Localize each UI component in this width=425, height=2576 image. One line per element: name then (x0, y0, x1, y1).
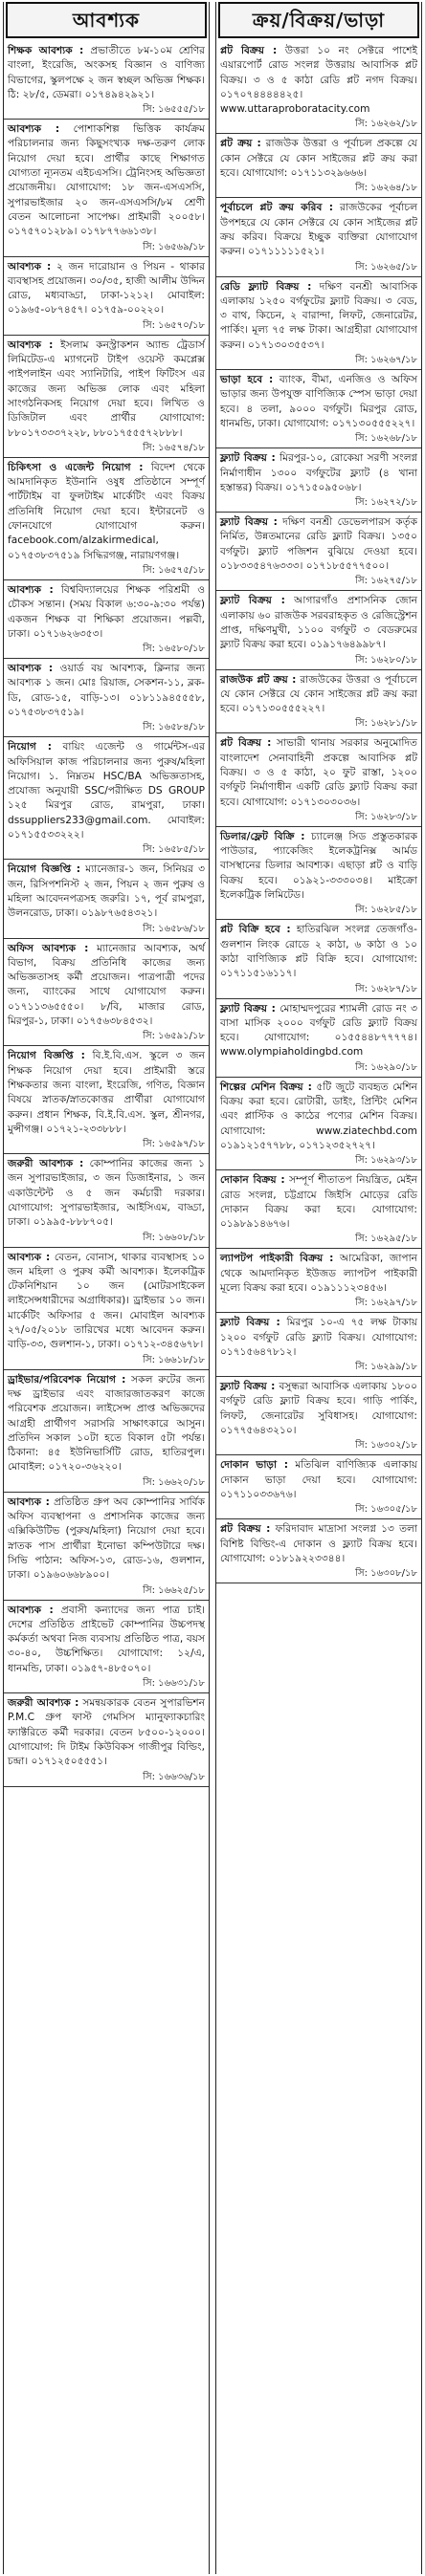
ad-body: কোম্পানির কাজের জন্য ১ জন সুপারভাইজার, ৩ জন ডিজাইনার, ১ জন একাউন্টেন্ট ও ৫ জন কর্মচারী দরকার। যোগাযোগ: সুপারভাইজার, আইসিএম, বাড্ডা, ঢাকা। ০১৯৯৫-৮৮৮৭০৫। (8, 1158, 205, 1229)
ad-text (216, 135, 421, 182)
ad-text (216, 371, 421, 432)
ad-body: মিরপুর-১০, রোকেয়া সরণী সংলগ্ন নির্মাণাধীন ১৩০০ বর্গফুটের ফ্ল্যাট (৪ খানা হস্তান্তর) বিক্রয়। ০১৭১৫০৯৫০৬৮। (220, 452, 417, 493)
ad-lead: আবশ্যক : (8, 123, 60, 136)
classified-ad (4, 738, 209, 860)
ad-reference-code: সি: ১৬২৬৪/১৮ (216, 182, 421, 198)
ad-reference-code: সি: ১৬৫৮৪/১৮ (4, 721, 209, 737)
ad-body: পোশাকশিল্প ভিত্তিক কার্যক্রম পরিচালনার জন্য কিছুসংখ্যক দক্ষ-তরুণ লোক নিয়োগ দেয়া হবে। প্রার্থীর কাছে শিক্ষাগত যোগ্যতা ন্যূনতম এইচএসসি। ট্রেনিংসহ অভিজ্ঞতা প্রয়োজনীয়। যোগাযোগ: ১৮ জন-এসএসসি, সুপারভাইজার ২০ জন-এসএসসি/৮ম শ্রেণী বেতন আলোচনা সাপেক্ষ। প্রাইমারী ২০০৫৮। ০১৭৫৭০১২৮৯। ০১৭৮৭৭৬৬১৩৮। (8, 123, 205, 238)
classified-ad (216, 1520, 421, 1583)
ad-body: হাতিরঝিল সংলগ্ন তেজগাঁও-গুলশান লিংক রোডে ২ কাঠা, ৬ কাঠা ও ১০ কাঠা বাণিজ্যিক প্লট বিক্রি হবে। যোগাযোগ: ০১৭১১৫১৬১১৭। (220, 924, 417, 980)
ad-text (4, 1602, 209, 1677)
ad-lead: প্লট বিক্রয় : (220, 737, 272, 750)
classified-ad (4, 337, 209, 458)
ad-reference-code: সি: ১৬৫৮০/১৮ (4, 643, 209, 659)
ad-reference-code: সি: ১৬২৮০/১৮ (216, 654, 421, 670)
classified-ad (216, 135, 421, 198)
ad-lead: রেডি ফ্ল্যাট বিক্রয় : (220, 280, 312, 293)
ad-lead: শিক্ষক আবশ্যক : (8, 45, 84, 56)
ad-body: রাজউকের উত্তরা ও পূর্বাচলে যে কোন সেক্টরে যে কোন সাইজের প্লট ক্রয় করা হবে। ০১৭১৩০৫৫৫২২৭। (220, 673, 417, 715)
ad-body: রাজউক উত্তরা ও পূর্বাচল প্রকল্পে যে কোন সেক্টরে যে কোন সাইজের প্লট ক্রয় করা হবে। যোগাযোগ: ০১৭১১৩২৯৬৬৬। (220, 138, 418, 180)
classified-ad (4, 940, 209, 1047)
ad-lead: পূর্বাচলে প্লট ক্রয় করিব : (220, 202, 333, 214)
ad-lead: আবশ্যক : (8, 1495, 50, 1508)
classified-ad (216, 1000, 421, 1078)
buy-sell-rent-column-heading: ক্রয়/বিক্রয়/ভাড়া (218, 2, 419, 38)
ad-reference-code: সি: ১৬২৯০/১৮ (216, 1061, 421, 1078)
ad-reference-code: সি: ১৬২৬২/১৮ (216, 118, 421, 134)
ad-reference-code: সি: ১৬৫৭৫/১৮ (4, 564, 209, 580)
ad-lead: ডিলার/ফ্লেট বিক্রি : (220, 830, 305, 842)
ad-body: ম্যানেজার আবশ্যক, অর্থ বিভাগ, বিক্রয় প্রতিনিধি কাজের জন্য অভিজ্ঞতাসহ কর্মী প্রয়োজন। পাত্রপাত্রী পদের জন্য, ব্যাংকের সাথে যোগাযোগ করুন। ০১৭১১৩৬৫৫৫০। ৮/বি, মাজার রোড, মিরপুর-১, ঢাকা। ০১৭৫৬৩৮৪৫৩২। (8, 942, 205, 1028)
ad-reference-code: সি: ১৬৩০৫/১৮ (216, 1503, 421, 1519)
ad-reference-code: সি: ১৬৫৭৪/১৮ (4, 442, 209, 458)
classified-ad (4, 42, 209, 120)
ad-lead: নিয়োগ বিজ্ঞপ্তি : (8, 1050, 85, 1062)
classified-ad (4, 581, 209, 659)
ad-reference-code: সি: ১৬২৮৭/১৮ (216, 983, 421, 999)
ad-body: দক্ষিণ বনশ্রী আবাসিক এলাকায় ১২৫০ বর্গফুটের ফ্ল্যাট বিক্রয়। ৩ বেড, ৩ বাথ, কিচেন, ২ বারান্দা, লিফট, জেনারেটর, পার্কিং। মূল্য ৭৫ লক্ষ টাকা। আগ্রহীরা যোগাযোগ করুন। ০১৭১৩০৩৫৫৩৭। (220, 280, 418, 351)
ad-text (216, 671, 421, 718)
classified-ad (4, 1494, 209, 1601)
ad-text (4, 1494, 209, 1584)
ad-body: আগারগাঁও প্রশাসনিক জোন এলাকায় ৬০ রাজউক সরবরাহকৃত ও রেজিস্ট্রেশন প্রাপ্ত, দক্ষিণমুখী, ১১০০ বর্গফুট ৩ বেডরুমের ফ্ল্যাট বিক্রয় করা হবে। ০১৯১৭৬৪৯৯৮৭। (220, 595, 417, 651)
ad-reference-code: সি: ১৬২৭৫/১৮ (216, 575, 421, 591)
ad-text (4, 1694, 209, 1770)
ad-lead: ফ্ল্যাট বিক্রয় : (220, 595, 285, 607)
classified-ad (4, 1155, 209, 1247)
classified-ad (216, 42, 421, 134)
classified-ad (4, 1249, 209, 1370)
ad-reference-code: সি: ১৬৩০৮/১৮ (216, 1567, 421, 1583)
ad-lead: আবশ্যক : (8, 1251, 51, 1263)
ad-text (216, 449, 421, 496)
classified-ad (216, 199, 421, 276)
wanted-column (3, 2, 210, 2574)
classified-ad (4, 1694, 209, 1786)
ad-lead: আবশ্যক : (8, 663, 54, 675)
ad-body: প্রভাতীতে ৮ম-১০ম শ্রেণির বাংলা, ইংরেজি, অংকসহ বিজ্ঞান ও বাণিজ্য বিভাগের, স্কুলপক্ষে ২ জন স্বচ্ছল অভিজ্ঞ শিক্ষক। ঠি: ২৮/৫, ডেমরা। ০১৭৪৯৪২৯২১। (8, 45, 205, 100)
ad-reference-code: সি: ১৬২৯৫/১৮ (216, 1233, 421, 1249)
ad-body: ইসলাম কনস্ট্রাকশন অ্যান্ড ট্রেডার্স লিমিটেড-এ ম্যাগনেট টাইপ ওয়েস্ট কমপ্লেক্স পাইপলাইন এবং স্যানিটারি, পাইপ ফিটিংস এর কাজের জন্য অভিজ্ঞ লোক এবং মহিলা সাংগঠনিকসহ নিয়োগ দেয়া হবে। লিখিত ও ডিজিটাল এবং প্রার্থীর যোগাযোগ: ৮৮০১৭৩৩৩৭২২৮, ৮৮০১৭৫৫৫৭২৮৮৮। (8, 338, 206, 439)
ad-body: ২ জন দারোয়ান ও পিয়ন - থাকার ব্যবস্থাসহ প্রয়োজন। ৩০/৩৫, হাজী আলীম উদ্দিন রোড, মধ্যবাড্ডা, ঢাকা-১২১২। মোবাইল: ০১৯৬৫-০৮৭৪৫৭। ০১৭৫৯-০০২২০। (8, 260, 205, 317)
ad-text (216, 199, 421, 260)
ad-reference-code: সি: ১৬২৬৮/১৮ (216, 432, 421, 448)
ad-lead: আবশ্যক : (8, 1604, 54, 1616)
classified-ad (216, 1378, 421, 1455)
ad-text (4, 258, 209, 319)
ad-body: রাজউকের পূর্বাচল উপশহরে যে কোন সেক্টরে যে কোন সাইজের প্লট ক্রয় করিব। বিক্রয়ে ইচ্ছুক ব্যক্তিরা যোগাযোগ করুন। ০১৭১১১১১৫২১। (220, 202, 417, 258)
ad-text (4, 42, 209, 103)
ad-lead: ফ্ল্যাট বিক্রয় : (220, 1002, 276, 1015)
ad-body: বায়িং এজেন্ট ও গার্মেন্টস-এর অফিসিয়াল কাজ পরিচালনার জন্য পুরুষ/মহিলা নিয়োগ। ১. নিম্নতম HSC/BA অভিজ্ঞতাসহ, প্রযোজ্য অনুযায়ী SSC/পরীক্ষিত DS GROUP ১২৫ মিরপুর রোড, রামপুরা, ঢাকা। dssuppliers233@gmail.com. মোবাইল: ০১৭১৫৫৩৩২২২। (8, 741, 205, 841)
ad-body: ৫টি জুটে ব্যবহৃত মেশিন বিক্রয় করা হবে। রোটারী, ডাইং, প্রিন্টিং মেশিন এবং প্লাস্টিক ও কাঠের পণ্যের মেশিন বিক্রয়। যোগাযোগ: www.ziatechbd.com ০১৯১২১৫৭৭৮৮, ০১৭১২৩৫২৭২৭। (220, 1081, 417, 1151)
ad-reference-code: সি: ১৬৫৫৫/১৮ (4, 103, 209, 120)
classified-ad (216, 1079, 421, 1170)
classified-ad (216, 513, 421, 591)
ad-text (216, 828, 421, 904)
ad-text (4, 1155, 209, 1231)
ad-text (216, 1520, 421, 1567)
ad-reference-code: সি: ১৬৬৩১/১৮ (4, 1677, 209, 1693)
ad-body: ম্যানেজার-১ জন, সিনিয়র ৩ জন, রিসিপশনিস্ট ২ জন, পিয়ন ২ জন পুরুষ ও মহিলা আবেদনপত্রসহ জরুরি। ১৭, পূর্ব রামপুরা, উলনরোড, ঢাকা। ০১৯৮৭৬৫৪৩২১। (8, 863, 205, 920)
ad-lead: ড্রাইভার/পরিবেশক নিয়োগ : (8, 1373, 126, 1386)
classified-ad (216, 592, 421, 669)
ad-lead: রাজউক প্লট ক্রয় : (220, 673, 297, 686)
classified-ad (4, 258, 209, 336)
ad-text (4, 1047, 209, 1138)
classified-ad (216, 371, 421, 448)
ad-lead: জরুরী আবশ্যক : (8, 1158, 84, 1170)
ad-lead: প্লট বিক্রয় : (220, 1523, 271, 1536)
ad-reference-code: সি: ১৬৬৩৬/১৮ (4, 1771, 209, 1787)
ad-text (4, 940, 209, 1031)
ad-lead: জরুরী আবশ্যক : (8, 1697, 79, 1710)
buy-sell-rent-column (215, 2, 422, 2574)
ad-text (216, 278, 421, 354)
ad-reference-code: সি: ১৬৫৮৬/১৮ (4, 923, 209, 939)
classified-ad (216, 1171, 421, 1249)
ad-text (4, 660, 209, 721)
ad-reference-code: সি: ১৬২৯৩/১৮ (216, 1154, 421, 1170)
classified-ad (4, 1371, 209, 1493)
ad-lead: নিয়োগ : (8, 741, 52, 753)
columns (3, 2, 422, 2574)
ad-text (216, 921, 421, 982)
wanted-column-heading: আবশ্যক (6, 2, 207, 38)
ad-text (216, 42, 421, 118)
ad-reference-code: সি: ১৬২৯৭/১৮ (216, 1297, 421, 1313)
classified-ad (4, 120, 209, 256)
ad-body: ব্যাংক, বীমা, এনজিও ও অফিস ভাড়ার জন্য উপযুক্ত বাণিজ্যিক স্পেস ভাড়া দেয়া হবে। ৪ তলা, ৯০০০ বর্গফুট। মিরপুর রোড, ধানমন্ডি, ঢাকা। যোগাযোগ: ০১৭১৩০৫৫৫২২৭। (220, 374, 418, 429)
ad-body: চ্যালেঞ্জ সিড প্রস্তুতকারক পাউডার, প্যাকেজিং ইলেকট্রনিক্স আর্মড বাসস্থানের ডিলার আবশ্যক। এছাড়া প্লট ও বাড়ি বিক্রয় হবে। ০১৯২১-৩৩৩০৩৪। মাইক্রো ইলেকট্রিক লিমিটেড। (220, 830, 417, 902)
ad-body: ওয়ার্ড বয় আবশ্যক, ক্লিনার জন্য আবশ্যক ১ জন। মোঃ রিয়াজ, সেকশন-১১, ব্লক-ডি, রোড-১৫, বাড়ি-১৩। ০১৮১১৯৪৫৫৫৮, ০১৭৫৩৮৩৭৫১৯। (8, 663, 206, 718)
ad-text (4, 459, 209, 564)
ad-lead: প্লট বিক্রয় : (220, 45, 278, 56)
ad-text (4, 120, 209, 240)
ad-body: সম্পূর্ণ শীতাতপ নিয়ন্ত্রিত, মেইন রোড সংলগ্ন, চট্টগ্রামে জিইসি মোড়ের রেডি দোকান বিক্রয় করা হবে। যোগাযোগ: ০১৯৮৯১৪৬৭৬। (220, 1174, 417, 1231)
ad-lead: ফ্ল্যাট বিক্রয় : (220, 1317, 280, 1329)
ad-body: বিশ্ববিদ্যালয়ের শিক্ষক পরিশ্রমী ও চৌকস সন্তান। (সময় বিকাল ৬:৩০-৯:৩০ পর্যন্ত) একজন শিক্ষক বা শিক্ষিকা প্রয়োজন। পল্লবী, ঢাকা। ০১৭১৬২৬৩৫৩। (8, 583, 205, 640)
ad-reference-code: সি: ১৬৫৭০/১৮ (4, 319, 209, 336)
ad-body: সকল রুটের জন্য দক্ষ ড্রাইভার এবং বাজারজাতকরণ কাজে পরিবেশক প্রয়োজন। লাইসেন্স প্রাপ্ত অভিজ্ঞদের আগ্রহী প্রার্থীগণ সরাসরি সাক্ষাৎকারে আসুন। প্রতিদিন সকাল ১০টা হতে বিকাল ৫টা পর্যন্ত। ঠিকানা: ৪৫ ইউনিভার্সিটি রোড, হাতিরপুল। মোবাইল: ০১৭২০-৩৬২২০। (8, 1373, 205, 1474)
ad-body: বি.ই.বি.এস. স্কুলে ৩ জন শিক্ষক নিয়োগ দেয়া হবে। প্রাইমারী স্তরে শিক্ষকতার জন্য বাংলা, ইংরেজি, গণিত, বিজ্ঞান বিষয়ে স্নাতক/স্নাতকোত্তর প্রার্থীরা যোগাযোগ করুন। প্রধান শিক্ষক, বি.ই.বি.এস. স্কুল, শ্রীনগর, মুন্সীগঞ্জ। ০১৭২১-২৩৩৮৮৮। (8, 1050, 205, 1135)
classified-ad (4, 1602, 209, 1693)
ad-lead: ফ্ল্যাট বিক্রয় : (220, 516, 278, 529)
ad-lead: প্লট ক্রয় : (220, 138, 261, 150)
ad-body: সাভারী থানায় সরকার অনুমোদিত বাংলাদেশ সেনাবাহিনী প্রকল্পে আবাসিক প্লট বিক্রয়। ৩ ও ৫ কাঠা, ২০ ফুট রাস্তা, ১২০০ বর্গফুট নির্মাণাধীন একটি রেডি ফ্ল্যাট বিক্রয় করা হবে। যোগাযোগ: ০১৭১৩০৩০৩৬। (220, 737, 417, 808)
ad-text (216, 1171, 421, 1233)
ad-lead: ফ্ল্যাট বিক্রয় : (220, 1381, 276, 1393)
ad-reference-code: সি: ১৬২৬৭/১৮ (216, 354, 421, 370)
ad-body: বেতন, বোনাস, থাকার ব্যবস্থাসহ ১০ জন মহিলা ও পুরুষ কর্মী আবশ্যক। ইলেকট্রিক টেকনিশিয়ান ১০ জন (মোটরসাইকেল লাইসেন্সধারীদের অগ্রাধিকার)। ড্রাইভার ১০ জন। মার্কেটিং অফিসার ৫ জন। মোবাইল আবশ্যক ২৭/০৫/২০১৮ তারিখের মধ্যে আবেদন করুন। বাড়ি-৩৩, গুলশান-১, ঢাকা। ০১৭১২-৩৪৫৬৭৮। (8, 1251, 205, 1351)
classified-ad (216, 671, 421, 734)
ad-body: প্রতিষ্ঠিত গ্রুপ অব কোম্পানির সার্বিক অফিস ব্যবস্থাপনা ও প্রশাসনিক কাজের জন্য এক্সিকিউটিভ (পুরুষ/মহিলা) নিয়োগ দেয়া হবে। স্নাতক পাস প্রার্থীরা ইনোভা কম্পিউটারে দক্ষ। সিভি পাঠান: অফিস-১৩, রোড-১৬, গুলশান, ঢাকা। ০১৯৬০৬৬৮৯০০। (8, 1495, 205, 1582)
classified-ad (216, 828, 421, 920)
ad-reference-code: সি: ১৬৬১৮/১৮ (4, 1354, 209, 1370)
ad-body: মিরপুর ১০-এ ৭৫ লক্ষ টাকায় ১২০০ বর্গফুট রেডি ফ্ল্যাট বিক্রয়। যোগাযোগ: ০১৭১৫৬৪৭৮১২। (220, 1317, 417, 1358)
classified-ad (4, 459, 209, 580)
ad-lead: আবশ্যক : (8, 338, 54, 351)
ad-lead: প্লট বিক্রি হবে : (220, 924, 291, 936)
ad-reference-code: সি: ১৬৫৯১/১৮ (4, 1030, 209, 1046)
ad-text (216, 1314, 421, 1361)
classified-ad (216, 1250, 421, 1313)
ad-text (4, 1371, 209, 1476)
classified-ad (216, 734, 421, 826)
ad-text (216, 513, 421, 575)
ad-reference-code: সি: ১৬৫৮৫/১৮ (4, 843, 209, 860)
ad-reference-code: সি: ১৬৫৬৯/১৮ (4, 241, 209, 257)
ad-body: দক্ষিণ বনশ্রী ডেভেলপারস কর্তৃক নির্মিত, উন্নতমানের রেডি ফ্ল্যাট বিক্রয়। ১৩৫০ বর্গফুট। ফ্ল্যাট পজিশন বুঝিয়ে দেওয়া হবে। ০১৮৩৩৫৪৭৬৩৩৩। ০১৭১৮৫৫৭৭৫০০। (220, 516, 417, 573)
ad-reference-code: সি: ১৬৫৯৭/১৮ (4, 1138, 209, 1154)
ad-body: মতিঝিল বাণিজ্যিক এলাকায় দোকান ভাড়া দেয়া হবে। যোগাযোগ: ০১৭১১০৩৩৬৭৬। (220, 1459, 418, 1500)
ad-reference-code: সি: ১৬৬২৫/১৮ (4, 1584, 209, 1601)
ad-text (4, 337, 209, 442)
ad-body: সমন্বয়কারক বেতন সুপারভিশন P.M.C গ্রুপ ফাস্ট গেমসিস ম্যানুফ্যাকচারিং ফ্যাক্টরিতে কর্মী দরকার। বেতন ৮৫০০-১২০০০। যোগাযোগ: দি টাইম কিউবিকস গাজীপুর বিল্ডিং, চন্দ্রা। ০১৭১২৫০৫৫৫১। (8, 1697, 205, 1768)
ad-lead: অফিস আবশ্যক : (8, 942, 89, 954)
ad-body: মোহাম্মদপুরের শ্যামলী রোড নং ৩ বাসা মাসিক ২০০০ বর্গফুট রেডি ফ্ল্যাট বিক্রয় হবে। যোগাযোগ: ০১৫৫৪৪৮৭৭৭৭৪। www.olympiaholdingbd.com (220, 1002, 418, 1059)
classified-ad (216, 449, 421, 513)
ad-reference-code: সি: ১৬২৮৫/১৮ (216, 904, 421, 920)
ad-body: আমেরিকা, জাপান থেকে আমদানিকৃত ইউজড ল্যাপটপ পাইকারী মূল্যে বিক্রয় করা হবে। ০১৯১১১২৩৪৫৬। (220, 1253, 417, 1294)
ad-reference-code: সি: ১৬২৬৫/১৮ (216, 261, 421, 277)
ad-reference-code: সি: ১৬৬২০/১৮ (4, 1476, 209, 1493)
ad-body: বসুন্ধরা আবাসিক এলাকায় ১৮০০ বর্গফুট রেডি ফ্ল্যাট বিক্রয় হবে। গাড়ি পার্কিং, লিফট, জেনারেটর সুবিধাসহ। যোগাযোগ: ০১৭৭৫৬৪৩২১০। (220, 1381, 417, 1437)
ad-reference-code: সি: ১৬২৯৯/১৮ (216, 1361, 421, 1377)
ad-body: ফরিদাবাদ মাদ্রাসা সংলগ্ন ১৩ তলা বিশিষ্ট বিল্ডিং-এ দোকান ও ফ্ল্যাট বিক্রয় হবে। যোগাযোগ: ০১৮১৯২২৩৩৪৪। (220, 1523, 417, 1564)
ad-reference-code: সি: ১৬২৮১/১৮ (216, 717, 421, 733)
ad-lead: ল্যাপটপ পাইকারী বিক্রয় : (220, 1253, 334, 1265)
wanted-ads-list (4, 42, 209, 1788)
ad-reference-code: সি: ১৬৩০২/১৮ (216, 1439, 421, 1455)
ad-text (216, 1250, 421, 1297)
ad-text (216, 592, 421, 653)
buy-sell-rent-ads-list (216, 42, 421, 1584)
classified-ad (4, 1047, 209, 1154)
ad-reference-code: সি: ১৬২৭২/১৮ (216, 496, 421, 513)
ad-text (4, 581, 209, 643)
classified-ad (216, 1456, 421, 1519)
classified-ad (216, 278, 421, 370)
classified-ad (4, 660, 209, 737)
ad-text (216, 1378, 421, 1439)
ad-lead: নিয়োগ বিজ্ঞপ্তি : (8, 863, 80, 876)
ad-lead: আবশ্যক : (8, 260, 52, 273)
ad-lead: আবশ্যক : (8, 583, 54, 596)
classified-ad (216, 1314, 421, 1377)
ad-reference-code: সি: ১৬৬০৮/১৮ (4, 1232, 209, 1248)
ad-body: প্রবাসী কন্যাদের জন্য পাত্র চাই। দেশের প্রতিষ্ঠিত প্রাইভেট কোম্পানির উচ্চপদস্থ কর্মকর্তা অথবা নিজ ব্যবসায় প্রতিষ্ঠিত পাত্র, বয়স ৩০-৪০, উচ্চশিক্ষিত। যোগাযোগ: ১২/এ, ধানমন্ডি, ঢাকা। ০১৯৫৭-৪৮৫০৭০। (8, 1604, 205, 1674)
ad-lead: চিকিৎসা ও এজেন্ট নিয়োগ : (8, 461, 144, 473)
ad-text (4, 738, 209, 843)
ad-text (216, 1079, 421, 1154)
classified-ad (4, 861, 209, 938)
ad-lead: দোকান ভাড়া : (220, 1459, 288, 1472)
ad-lead: শিল্পের মেশিন বিক্রয় : (220, 1081, 312, 1093)
ad-text (216, 1456, 421, 1503)
ad-text (4, 1249, 209, 1354)
classified-ad (216, 921, 421, 998)
ad-reference-code: সি: ১৬২৮৩/১৮ (216, 811, 421, 827)
ad-lead: ফ্ল্যাট বিক্রয় : (220, 452, 276, 465)
ad-text (216, 734, 421, 810)
ad-body: বিদেশ থেকে আমদানিকৃত ইউনানি ওষুধ প্রতিষ্ঠানে সম্পূর্ণ পার্টটাইম বা ফুলটাইম মার্কেটিং এবং বিক্রয় প্রতিনিধি নিয়োগ দেয়া হবে। ইন্টারনেট ও ফোনযোগে যোগাযোগ করুন। facebook.com/alzakirmedical, ০১৭৫৩৮৩৭৫১৯ সিদ্ধিরগঞ্জ, নারায়ণগঞ্জ। (8, 461, 205, 561)
ad-text (4, 861, 209, 922)
ad-lead: ভাড়া হবে : (220, 374, 274, 386)
ad-body: উত্তরা ১০ নং সেক্টরে পাশেই এয়ারপোর্ট রোড সংলগ্ন উত্তরায় আবাসিক প্লট বিক্রয়। ৩ ও ৫ কাঠা রেডি প্লট নগদ বিক্রয়। ০১৭০৭৪৪৪৪৪২৫। www.uttaraproboratacity.com (220, 45, 417, 116)
ad-lead: দোকান বিক্রয় : (220, 1174, 285, 1187)
ad-text (216, 1000, 421, 1061)
